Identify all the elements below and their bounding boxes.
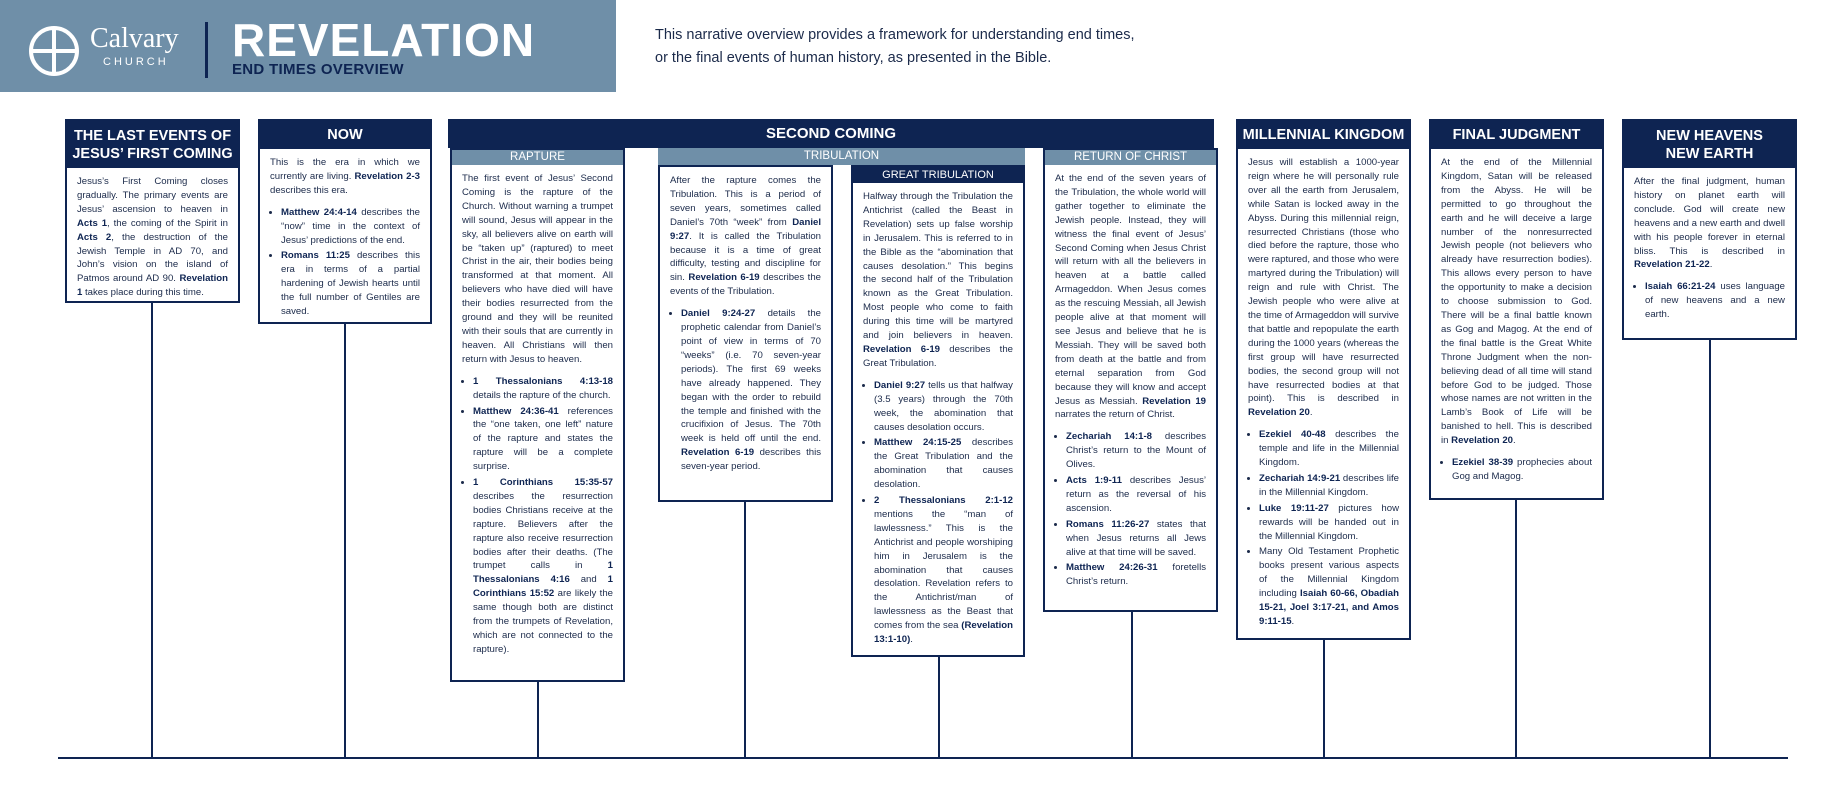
logo-sub: CHURCH xyxy=(103,56,169,68)
first-coming-box xyxy=(65,119,240,303)
rapture-text: The first event of Jesus’ Second Coming is the rapture of the Church. Without warning a trumpet will sound, Jesus will appear in the sky, all believers alive on earth will be “taken up” (raptured) to meet Christ in the air, their bodies being transformed at that moment. All believers who have died will have their bodies resurrected from the ground and they will be reunited with their souls that are currently in heaven. All Christians will then return with Jesus to heaven. • 1 Thessalonians 4:13-18 details the rapture of the church. • Matthew 24:36-41 references the “one taken, one left” nature of the rapture and states the rapture will be a complete surprise. • 1 Corinthians 15:35-57 describes the resurrection bodies Christians receive at the rapture. Believers after the rapture also receive resurrection bodies after their deaths. (The trumpet calls in 1 Thessalonians 4:16 and 1 Corinthians 15:52 are likely the same though both are distinct from the trumpets of Revelation, which are not connected to the rapture). xyxy=(452,165,623,665)
millennial-kingdom-box xyxy=(1236,119,1411,640)
list-item: • Zechariah 14:9-21 describes life in the Millennial Kingdom. xyxy=(1259,472,1399,500)
list-item: • 1 Corinthians 15:35-57 describes the resurrection bodies Christians receive at the rapture. Believers after the rapture also receive resurrection bodies after their deaths. (The trumpet calls in 1 Thessalonians 4:16 and 1 Corinthians 15:52 are likely the same though both are distinct from the trumpets of Revelation, which are not connected to the rapture). xyxy=(473,476,613,657)
list-item: • Isaiah 66:21-24 uses language of new heavens and a new earth. xyxy=(1645,280,1785,322)
list-item: • 2 Thessalonians 2:1-12 mentions the “man of lawlessness.” This is the Antichrist and people worshiping him in Jerusalem is the abomination that causes desolation. Revelation refers to the Antichrist/man of lawlessness as the Beast that comes from the sea (Revelation 13:1-10). xyxy=(874,494,1013,647)
logo-name: Calvary xyxy=(90,23,179,54)
page-title: REVELATION xyxy=(232,14,536,66)
intro-text xyxy=(655,24,1135,70)
list-item: • Luke 19:11-27 pictures how rewards will be handed out in the Millennial Kingdom. xyxy=(1259,502,1399,544)
connector-millennial xyxy=(1323,638,1325,758)
rapture-title: RAPTURE xyxy=(452,150,623,165)
header-banner xyxy=(0,0,616,92)
connector-rapture xyxy=(537,680,539,758)
tribulation-text: After the rapture comes the Tribulation. This is a period of seven years, sometimes called Daniel’s 70th “week” from Daniel 9:27. It is called the Tribulation because it is a time of great difficulty, testing and discipline for sin. Revelation 6-19 describes the events of the Tribulation. • Daniel 9:24-27 details the prophetic calendar from Daniel’s point of view in terms of 70 “weeks” (i.e. 70 seven-year periods). The first 69 weeks have already happened. They began with the order to rebuild the temple and finished with the crucifixion of Jesus. The 70th week is held off until the end. Revelation 6-19 describes this seven-year period. xyxy=(660,167,831,482)
timeline-axis xyxy=(58,757,1788,759)
great-tribulation-title: GREAT TRIBULATION xyxy=(853,167,1023,183)
list-item: • Daniel 9:24-27 details the prophetic calendar from Daniel’s point of view in terms of 70 “weeks” (i.e. 70 seven-year periods). The first 69 weeks have already happened. They began with the order to rebuild the temple and finished with the crucifixion of Jesus. The 70th week is held off until the end. Revelation 6-19 describes this seven-year period. xyxy=(681,307,821,474)
page-subtitle: END TIMES OVERVIEW xyxy=(232,61,404,78)
great-tribulation-box xyxy=(851,165,1025,657)
list-item: • 1 Thessalonians 4:13-18 details the rapture of the church. xyxy=(473,375,613,403)
list-item: • Matthew 24:26-31 foretells Christ’s return. xyxy=(1066,561,1206,589)
list-item: • Romans 11:26-27 states that when Jesus returns all Jews alive at that time will be saved. xyxy=(1066,518,1206,560)
connector-new-heavens xyxy=(1709,338,1711,758)
list-item: • Ezekiel 38-39 prophecies about Gog and Magog. xyxy=(1452,456,1592,484)
connector-great-tribulation xyxy=(938,655,940,758)
calvary-cross-logo-icon xyxy=(29,26,79,76)
new-heavens-box xyxy=(1622,119,1797,340)
now-text: This is the era in which we currently are living. Revelation 2-3 describes this era. • Matthew 24:4-14 describes the “now” time in the context of Jesus’ predictions of the end. • Romans 11:25 describes this era in terms of a partial hardening of Jewish hearts until the full number of Gentiles are saved. xyxy=(260,149,430,327)
connector-judgment xyxy=(1515,498,1517,758)
list-item: • Zechariah 14:1-8 describes Christ’s return to the Mount of Olives. xyxy=(1066,430,1206,472)
tribulation-box xyxy=(658,165,833,502)
return-text: At the end of the seven years of the Tribulation, the whole world will gather together to eliminate the Jewish people. Instead, they will witness the final event of Jesus’ Second Coming when Jesus Christ will return with all the believers in heaven at a battle called Armageddon. When Jesus comes as the rescuing Messiah, all Jewish people alive at that moment will see Jesus and believe that he is Messiah. They will be saved both from death at the battle and from eternal separation from God because they will know and accept Jesus as Messiah. Revelation 19 narrates the return of Christ. • Zechariah 14:1-8 describes Christ’s return to the Mount of Olives. • Acts 1:9-11 describes Jesus’ return as the reversal of his ascension. • Romans 11:26-27 states that when Jesus returns all Jews alive at that time will be saved. • Matthew 24:26-31 foretells Christ’s return. xyxy=(1045,165,1216,597)
rapture-box xyxy=(450,148,625,682)
judgment-text: At the end of the Millennial Kingdom, Satan will be released from the Abyss. He will be permitted to go throughout the earth and he will deceive a large number of the nonresurrected Jewish people (not believers who already have resurrection bodies). This allows every person to have the opportunity to make a decision to choose submission to God. There will be a final battle known as Gog and Magog. At the end of the final battle is the Great White Throne Judgment when the non-believing dead of all time will stand before God to be judged. Those whose names are not written in the Lamb’s Book of Life will be banished to hell. This is described in Revelation 20. • Ezekiel 38-39 prophecies about Gog and Magog. xyxy=(1431,149,1602,492)
list-item: • Matthew 24:36-41 references the “one taken, one left” nature of the rapture and states the rapture will be a complete surprise. xyxy=(473,405,613,475)
list-item: • Many Old Testament Prophetic books present various aspects of the Millennial Kingdom including Isaiah 60-66, Obadiah 15-21, Joel 3:17-21, and Amos 9:11-15. xyxy=(1259,545,1399,628)
list-item: • Matthew 24:15-25 describes the Great Tribulation and the abomination that causes desolation. xyxy=(874,436,1013,492)
return-of-christ-box xyxy=(1043,148,1218,612)
now-title: NOW xyxy=(260,121,430,149)
connector-return xyxy=(1131,610,1133,758)
great-tribulation-text: Halfway through the Tribulation the Antichrist (called the Beast in Revelation) sets up false worship in Jerusalem. This is referred to in the Bible as the “abomination that causes desolation.” This begins the second half of the Tribulation known as the Great Tribulation. Most people who come to faith during this time will be martyred and join believers in heaven. Revelation 6-19 describes the Great Tribulation. • Daniel 9:27 tells us that halfway (3.5 years) through the 70th week, the abomination that causes desolation occurs. • Matthew 24:15-25 describes the Great Tribulation and the abomination that causes desolation. • 2 Thessalonians 2:1-12 mentions the “man of lawlessness.” This is the Antichrist and people worshiping him in Jerusalem is the abomination that causes desolation. Revelation refers to the Antichrist/man of lawlessness as the Beast that comes from the sea (Revelation 13:1-10). xyxy=(853,183,1023,655)
intro-line-1: This narrative overview provides a framework for understanding end times, xyxy=(655,27,1135,43)
second-coming-header: SECOND COMING xyxy=(448,119,1214,148)
list-item: • Ezekiel 40-48 describes the temple and life in the Millennial Kingdom. xyxy=(1259,428,1399,470)
millennial-title: MILLENNIAL KINGDOM xyxy=(1238,121,1409,149)
return-title: RETURN OF CHRIST xyxy=(1045,150,1216,165)
intro-line-2: or the final events of human history, as presented in the Bible. xyxy=(655,50,1052,66)
now-box xyxy=(258,119,432,324)
list-item: • Romans 11:25 describes this era in terms of a partial hardening of Jewish hearts until the full number of Gentiles are saved. xyxy=(281,249,420,319)
judgment-title: FINAL JUDGMENT xyxy=(1431,121,1602,149)
new-heavens-text: After the final judgment, human history on planet earth will conclude. God will create new heavens and a new earth and dwell with his people forever in eternal bliss. This is described in Revelation 21-22. • Isaiah 66:21-24 uses language of new heavens and a new earth. xyxy=(1624,168,1795,330)
connector-now xyxy=(344,322,346,758)
new-heavens-title: NEW HEAVENS NEW EARTH xyxy=(1624,121,1795,168)
connector-tribulation xyxy=(744,500,746,758)
list-item: • Matthew 24:4-14 describes the “now” time in the context of Jesus’ predictions of the end. xyxy=(281,206,420,248)
list-item: • Daniel 9:27 tells us that halfway (3.5 years) through the 70th week, the abomination that causes desolation occurs. xyxy=(874,379,1013,435)
tribulation-header: TRIBULATION xyxy=(658,148,1025,165)
first-coming-text: Jesus’s First Coming closes gradually. The primary events are Jesus’ ascension to heaven in Acts 1, the coming of the Spirit in Acts 2, the destruction of the Jewish Temple in AD 70, and John’s vision on the island of Patmos around AD 90. Revelation 1 takes place during this time. xyxy=(77,176,228,299)
list-item: • Acts 1:9-11 describes Jesus’ return as the reversal of his ascension. xyxy=(1066,474,1206,516)
millennial-text: Jesus will establish a 1000-year reign where he will personally rule over all the earth from Jerusalem, while Satan is locked away in the Abyss. During this millennial reign, resurrected Christians (those who died before the rapture, those who were raptured, and those who were martyred during the Tribulation) will reign and rule with Christ. The Jewish people who were alive at the time of Armageddon will survive that battle and repopulate the earth during the 1000 years (whereas the first group will have resurrected bodies, the second group will not have resurrected bodies at that point). This is described in Revelation 20. • Ezekiel 40-48 describes the temple and life in the Millennial Kingdom. • Zechariah 14:9-21 describes life in the Millennial Kingdom. • Luke 19:11-27 pictures how rewards will be handed out in the Millennial Kingdom. • Many Old Testament Prophetic books present various aspects of the Millennial Kingdom including Isaiah 60-66, Obadiah 15-21, Joel 3:17-21, and Amos 9:11-15. xyxy=(1238,149,1409,637)
connector-first-coming xyxy=(151,300,153,758)
final-judgment-box xyxy=(1429,119,1604,500)
first-coming-title: THE LAST EVENTS OF JESUS’ FIRST COMING xyxy=(67,121,238,168)
logo-divider xyxy=(205,22,208,78)
